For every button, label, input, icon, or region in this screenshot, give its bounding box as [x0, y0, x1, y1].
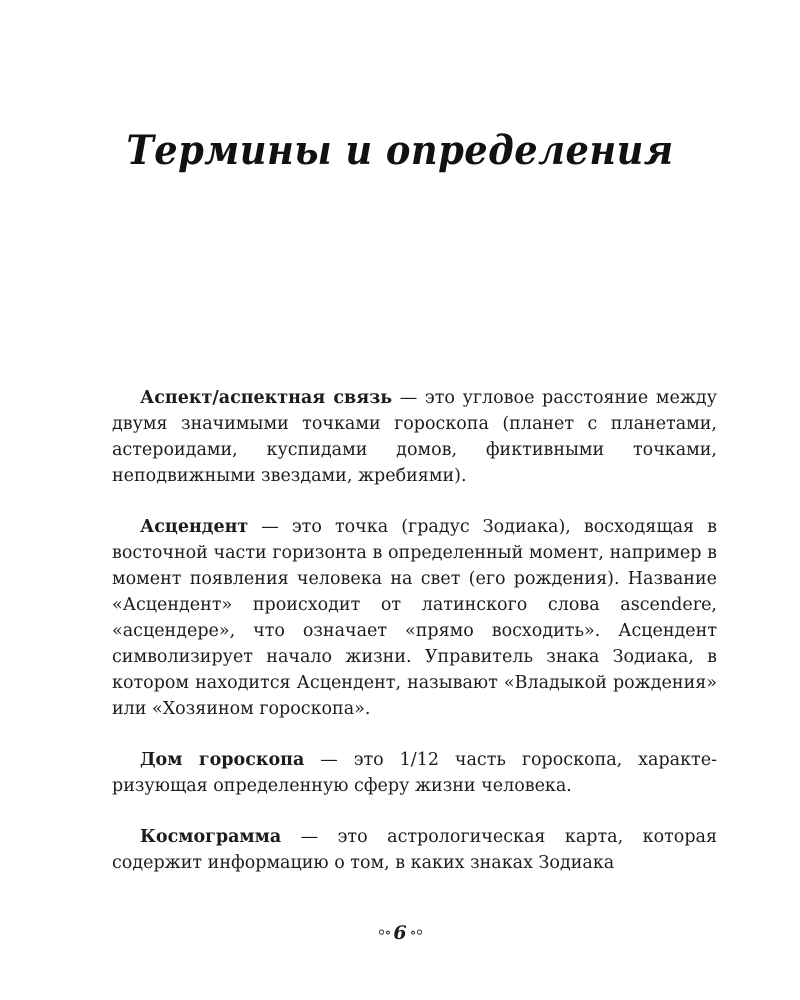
page-title: Термины и определения [126, 126, 674, 174]
term-ascendant: Асцендент [140, 517, 249, 537]
ornament-right-icon: ∘⸰ [409, 925, 423, 941]
page-number: 6 [393, 922, 407, 944]
term-cosmogram: Космограмма [140, 827, 282, 847]
definition-ascendant-text: — это точка (градус Зодиака), восходящая в восточной части горизонта в определенный момент, например в момент появления человека на свет (его рождения). Название «Асцендент» происходит от латинского слова ascendere, «асцендере», что означает «прямо восходить». Асцендент символизирует начало жизни. Управитель знака Зодиака, в котором находится Асцендент, называют «Владыкой рождения» или «Хозяином гороскопа». [112, 517, 717, 719]
definition-house [112, 747, 717, 799]
term-house: Дом гороскопа [140, 750, 305, 770]
definition-cosmogram [112, 824, 717, 876]
definition-cosmogram-text: — это астрологическая карта, которая содержит информацию о том, в каких знаках Зодиака [112, 827, 717, 873]
definition-aspect-text: — это угловое расстояние между двумя значимыми точками гороскопа (планет с планетами, астероидами, куспидами домов, фиктивными точками, неподвижными звездами, жребиями). [112, 388, 717, 486]
definition-house-text: — это 1/12 часть гороскопа, характеризующая определенную сферу жизни человека. [112, 750, 717, 796]
definition-ascendant [112, 514, 717, 722]
definition-aspect [112, 385, 717, 489]
ornament-left-icon: ⸰∘ [377, 925, 391, 941]
page-footer [0, 922, 800, 944]
term-aspect: Аспект/аспектная связь [140, 388, 393, 408]
definitions-list [112, 385, 717, 901]
